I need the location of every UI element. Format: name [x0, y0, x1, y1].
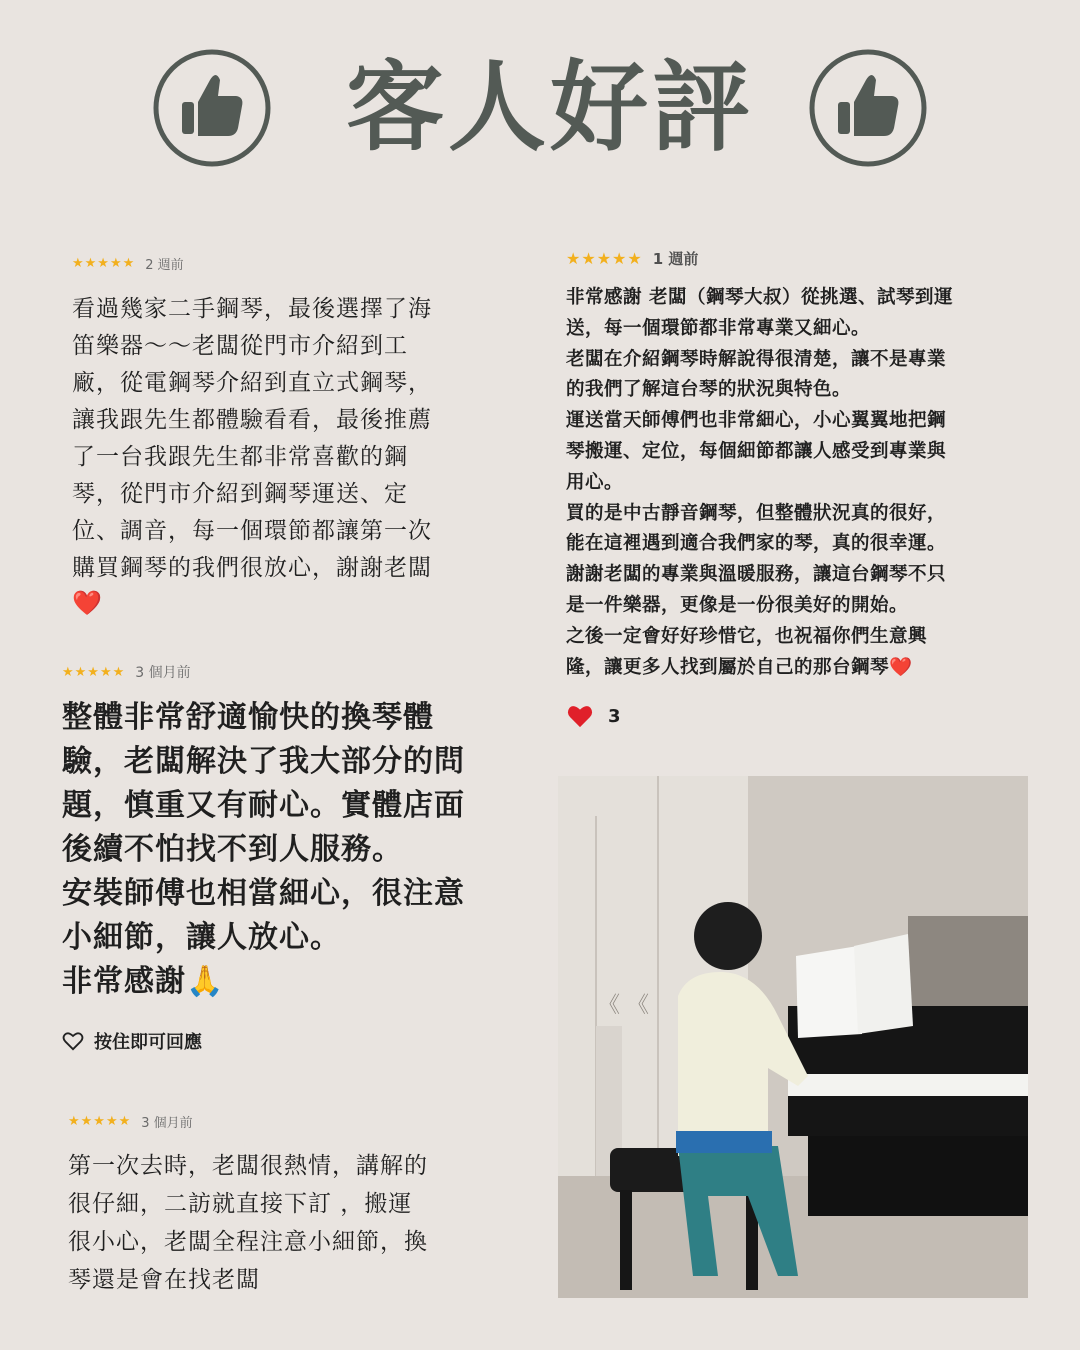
review-card [72, 254, 492, 617]
review-text: 看過幾家二手鋼琴，最後選擇了海 笛樂器～～老闆從門市介紹到工 廠，從電鋼琴介紹到直立式鋼琴， 讓我跟先生都體驗看看，最後推薦 了一台我跟先生都非常喜歡的鋼 琴，從門市介紹到鋼琴運送、定 位、調音，每一個環節都讓第一次 購買鋼琴的我們很放心，謝謝老闆 [72, 296, 432, 581]
review-card [68, 1112, 488, 1299]
review-meta [62, 662, 502, 682]
review-card [62, 662, 502, 1054]
thumbs-up-icon [152, 48, 272, 168]
review-meta [566, 248, 1026, 269]
review-time: 2 週前 [145, 258, 184, 273]
heart-emoji: ❤️ [72, 589, 102, 617]
reply-button[interactable] [62, 1028, 502, 1054]
child-playing-piano-photo [558, 776, 1028, 1298]
star-rating: ★★★★★ [68, 1114, 132, 1129]
review-meta [68, 1112, 488, 1131]
like-count: 3 [608, 705, 621, 727]
star-rating: ★★★★★ [566, 249, 643, 268]
review-text: 整體非常舒適愉快的換琴體 驗，老闆解決了我大部分的問 題，慎重又有耐心。實體店面 後續不怕找不到人服務。 安裝師傅也相當細心，很注意 小細節，讓人放心。 非常感謝🙏 [62, 700, 465, 999]
heart-icon [566, 703, 594, 729]
page-title: 客人好評 [345, 51, 754, 165]
reply-label: 按住即可回應 [94, 1032, 202, 1053]
review-meta [72, 254, 492, 273]
review-card [566, 248, 1026, 729]
review-text: 第一次去時，老闆很熱情，講解的 很仔細，二訪就直接下訂 ，搬運 很小心，老闆全程注意小細節，換 琴還是會在找老闆 [68, 1153, 428, 1293]
heart-outline-icon[interactable] [62, 1031, 84, 1051]
star-rating: ★★★★★ [72, 256, 136, 271]
reaction-count [566, 703, 1026, 729]
review-text: 非常感謝 老闆（鋼琴大叔）從挑選、試琴到運 送，每一個環節都非常專業又細心。 老闆在介紹鋼琴時解說得很清楚，讓不是專業 的我們了解這台琴的狀況與特色。 運送當天師傅們也非常細心，小心翼翼地把鋼 琴搬運、定位，每個細節都讓人感受到專業與 用心。 買的是中古靜音鋼琴，但整體狀況真的很好， 能在這裡遇到適合我們家的琴，真的很幸運。 謝謝老闆的專業與溫暖服務，讓這台鋼琴不只 是一件樂器，更像是一份很美好的開始。 之後一定會好好珍惜它，也祝福你們生意興 隆，讓更多人找到屬於自己的那台鋼琴❤️ [566, 287, 953, 678]
star-rating: ★★★★★ [62, 664, 126, 680]
review-time: 3 個月前 [141, 1116, 193, 1131]
svg-text:《 《: 《 《 [598, 993, 649, 1018]
review-time: 1 週前 [652, 250, 699, 268]
thumbs-up-icon [808, 48, 928, 168]
header [0, 0, 1080, 200]
review-time: 3 個月前 [135, 665, 191, 681]
